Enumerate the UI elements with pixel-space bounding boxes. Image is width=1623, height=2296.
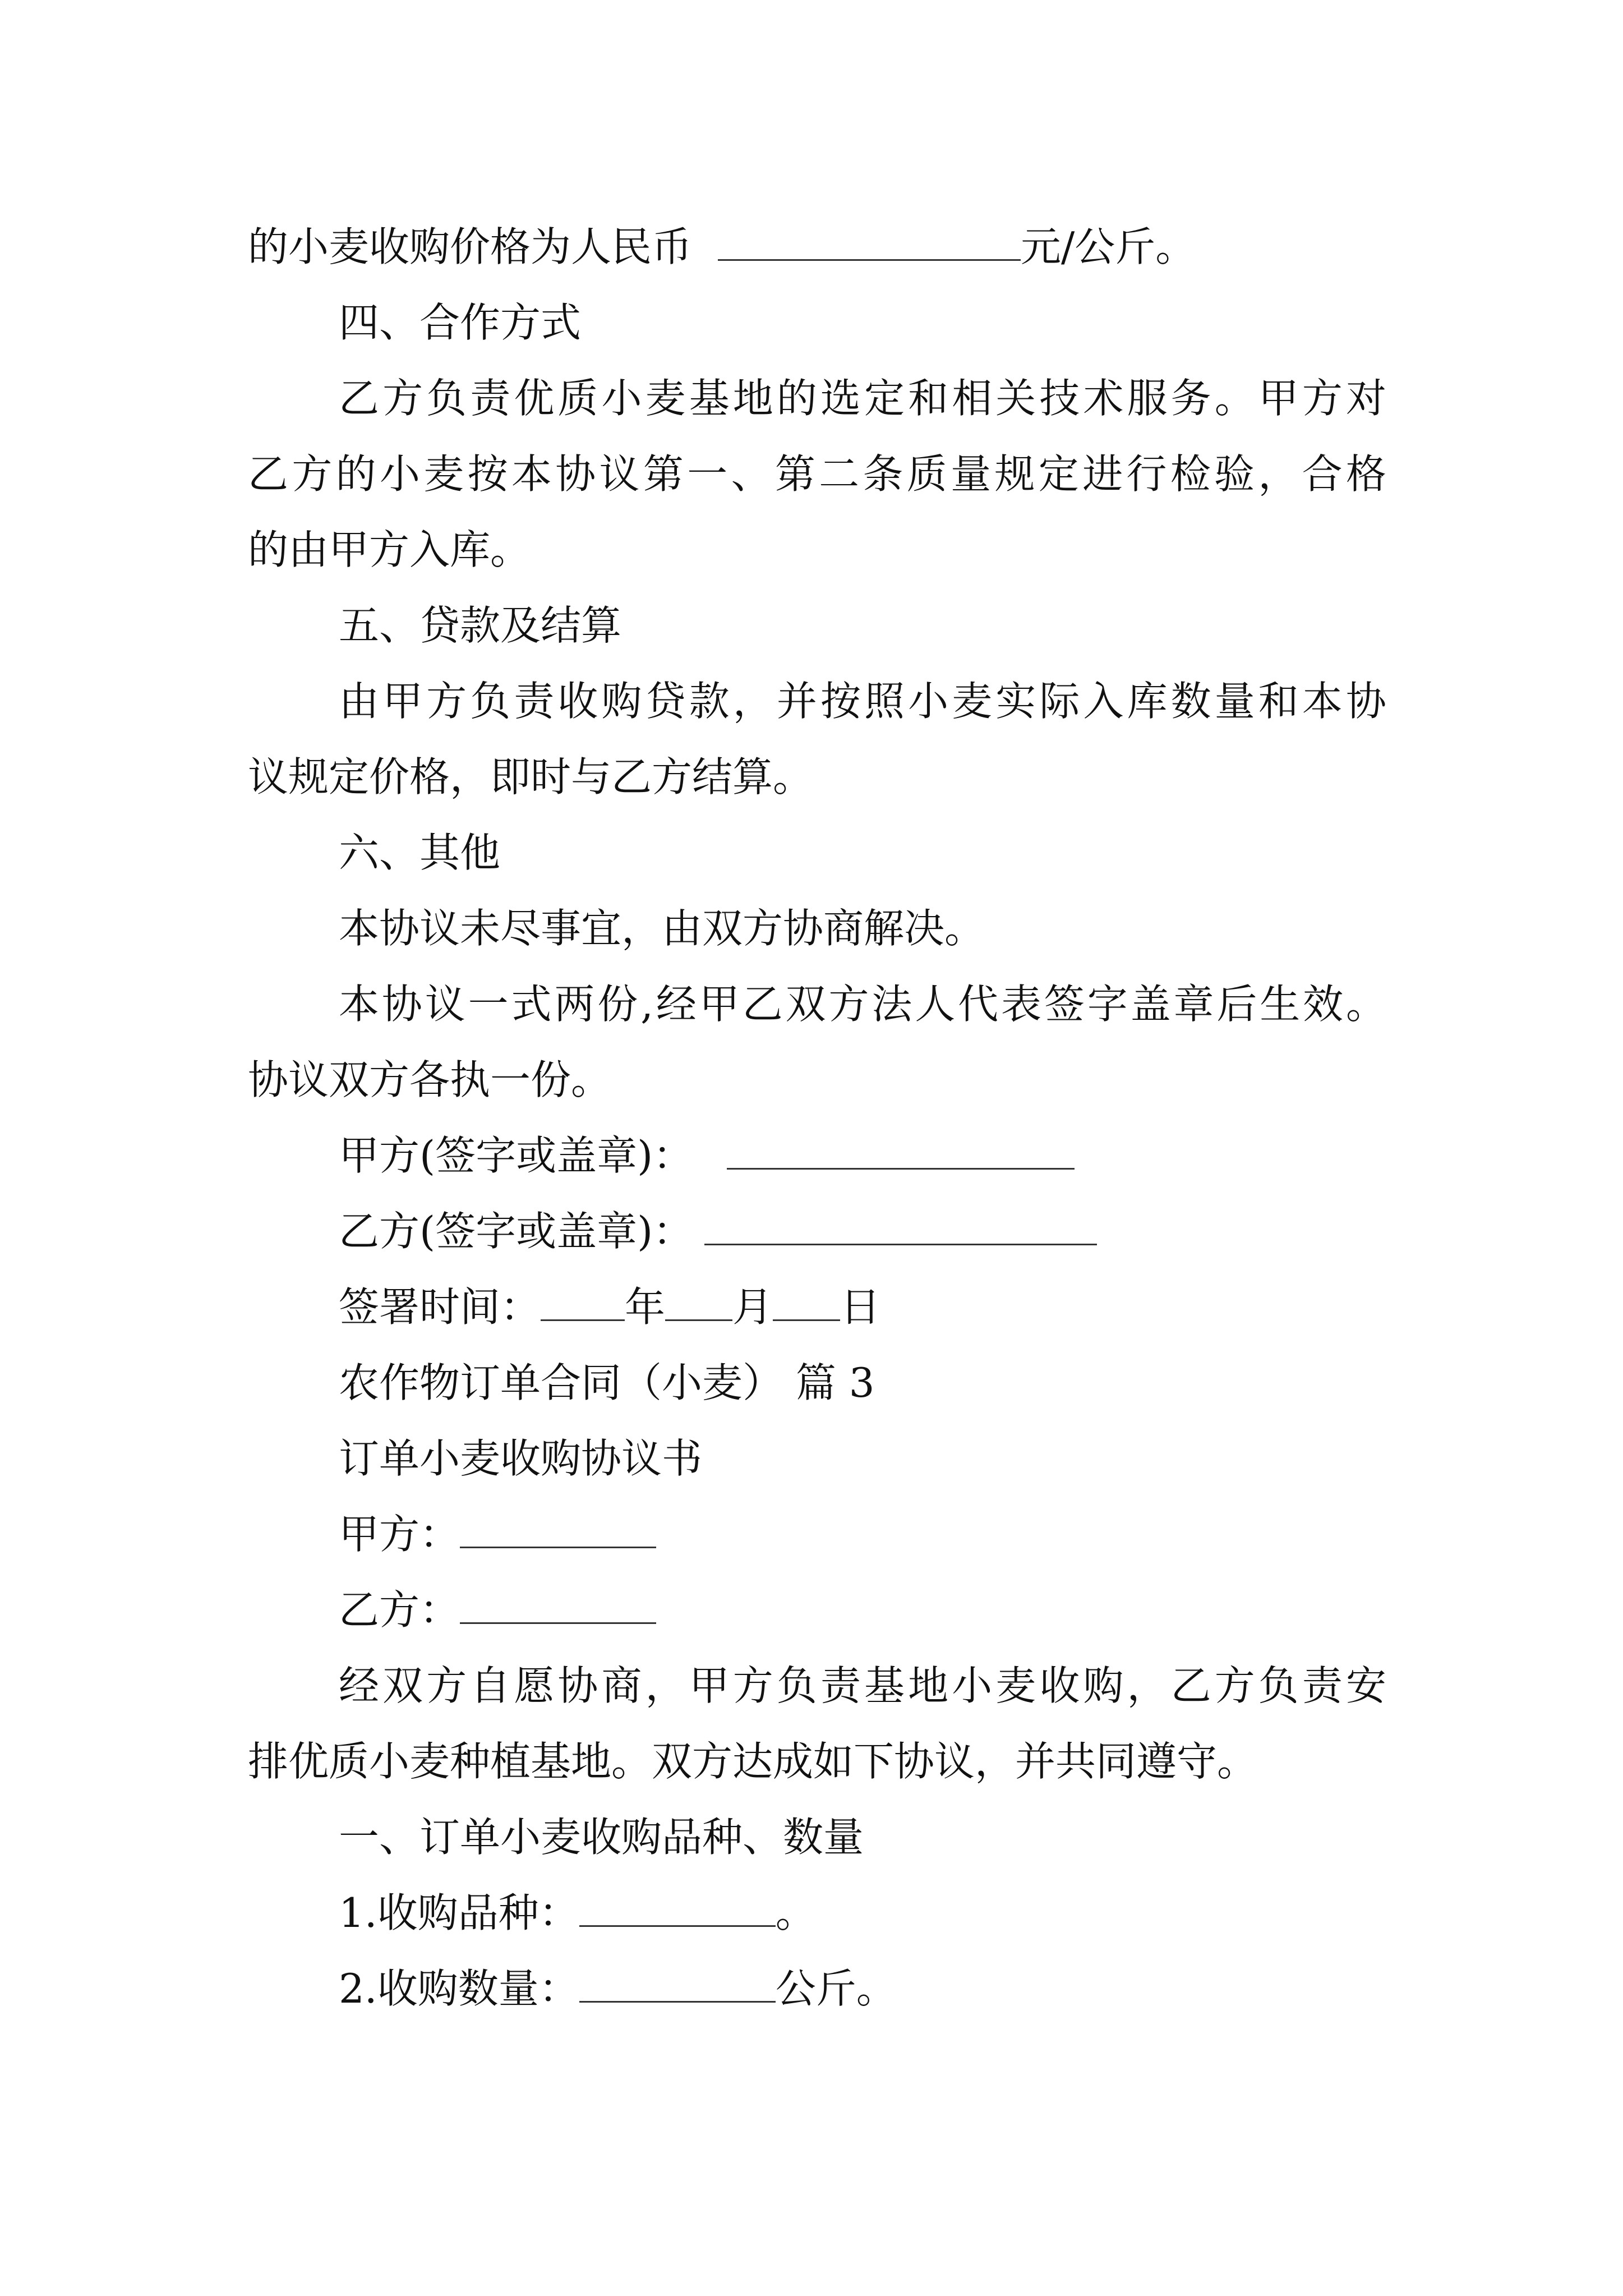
party-b-signature-blank[interactable] [704,1201,1097,1245]
text-line: 本协议一式两份,经甲乙双方法人代表签字盖章后生效。 [339,981,1386,1028]
text: 乙方(签字或盖章)： [339,1208,694,1255]
text: 日 [840,1283,881,1331]
text: 年 [625,1283,666,1331]
text: 签署时间： [339,1283,541,1331]
text: 公斤。 [775,1965,897,2012]
signing-date-line [0,1268,1623,1346]
section-heading: 六、其他 [339,829,501,876]
agreement-title: 订单小麦收购协议书 [339,1435,703,1482]
contract-title: 农作物订单合同（小麦） 篇 3 [339,1359,875,1406]
party-a-line [0,1495,1623,1573]
variety-blank[interactable] [579,1883,776,1927]
text-line: 乙方的小麦按本协议第一、第二条质量规定进行检验，合格 [248,450,1386,498]
section-heading: 四、合作方式 [339,299,582,346]
text-line: 本协议未尽事宜，由双方协商解决。 [339,905,985,952]
party-a-signature-blank[interactable] [727,1125,1075,1170]
section-heading: 五、贷款及结算 [339,602,622,649]
variety-line [0,1874,1623,1952]
text: 的小麦收购价格为人民币 [248,223,693,270]
text-line: 由甲方负责收购贷款，并按照小麦实际入库数量和本协 [339,678,1386,725]
text-line: 议规定价格，即时与乙方结算。 [248,753,814,800]
text-line: 经双方自愿协商，甲方负责基地小麦收购，乙方负责安 [339,1662,1386,1709]
text: 甲方(签字或盖章)： [339,1132,694,1179]
text: 。 [775,1889,816,1936]
text-line: 的由甲方入库。 [248,526,531,573]
party-b-blank[interactable] [460,1580,656,1624]
quantity-line [0,1949,1623,2028]
text: 元/公斤。 [1021,223,1196,270]
text-line: 协议双方各执一份。 [248,1056,612,1103]
text: 乙方： [339,1586,460,1634]
text: 2.收购数量： [339,1965,579,2012]
year-blank[interactable] [541,1277,625,1321]
party-b-signature-line [0,1192,1623,1271]
text: 甲方： [339,1511,460,1558]
text-line: 乙方负责优质小麦基地的选定和相关技术服务。甲方对 [339,375,1386,422]
quantity-blank[interactable] [579,1958,776,2003]
day-blank[interactable] [773,1277,840,1321]
party-b-line [0,1571,1623,1649]
price-blank[interactable] [718,217,1021,261]
party-a-blank[interactable] [460,1504,656,1548]
text: 月 [732,1283,773,1331]
section-heading: 一、订单小麦收购品种、数量 [339,1814,864,1861]
party-a-signature-line [0,1116,1623,1195]
text: 1.收购品种： [339,1889,579,1936]
text-line: 排优质小麦种植基地。双方达成如下协议，并共同遵守。 [248,1738,1258,1785]
month-blank[interactable] [665,1277,732,1321]
text-line [0,208,1623,286]
